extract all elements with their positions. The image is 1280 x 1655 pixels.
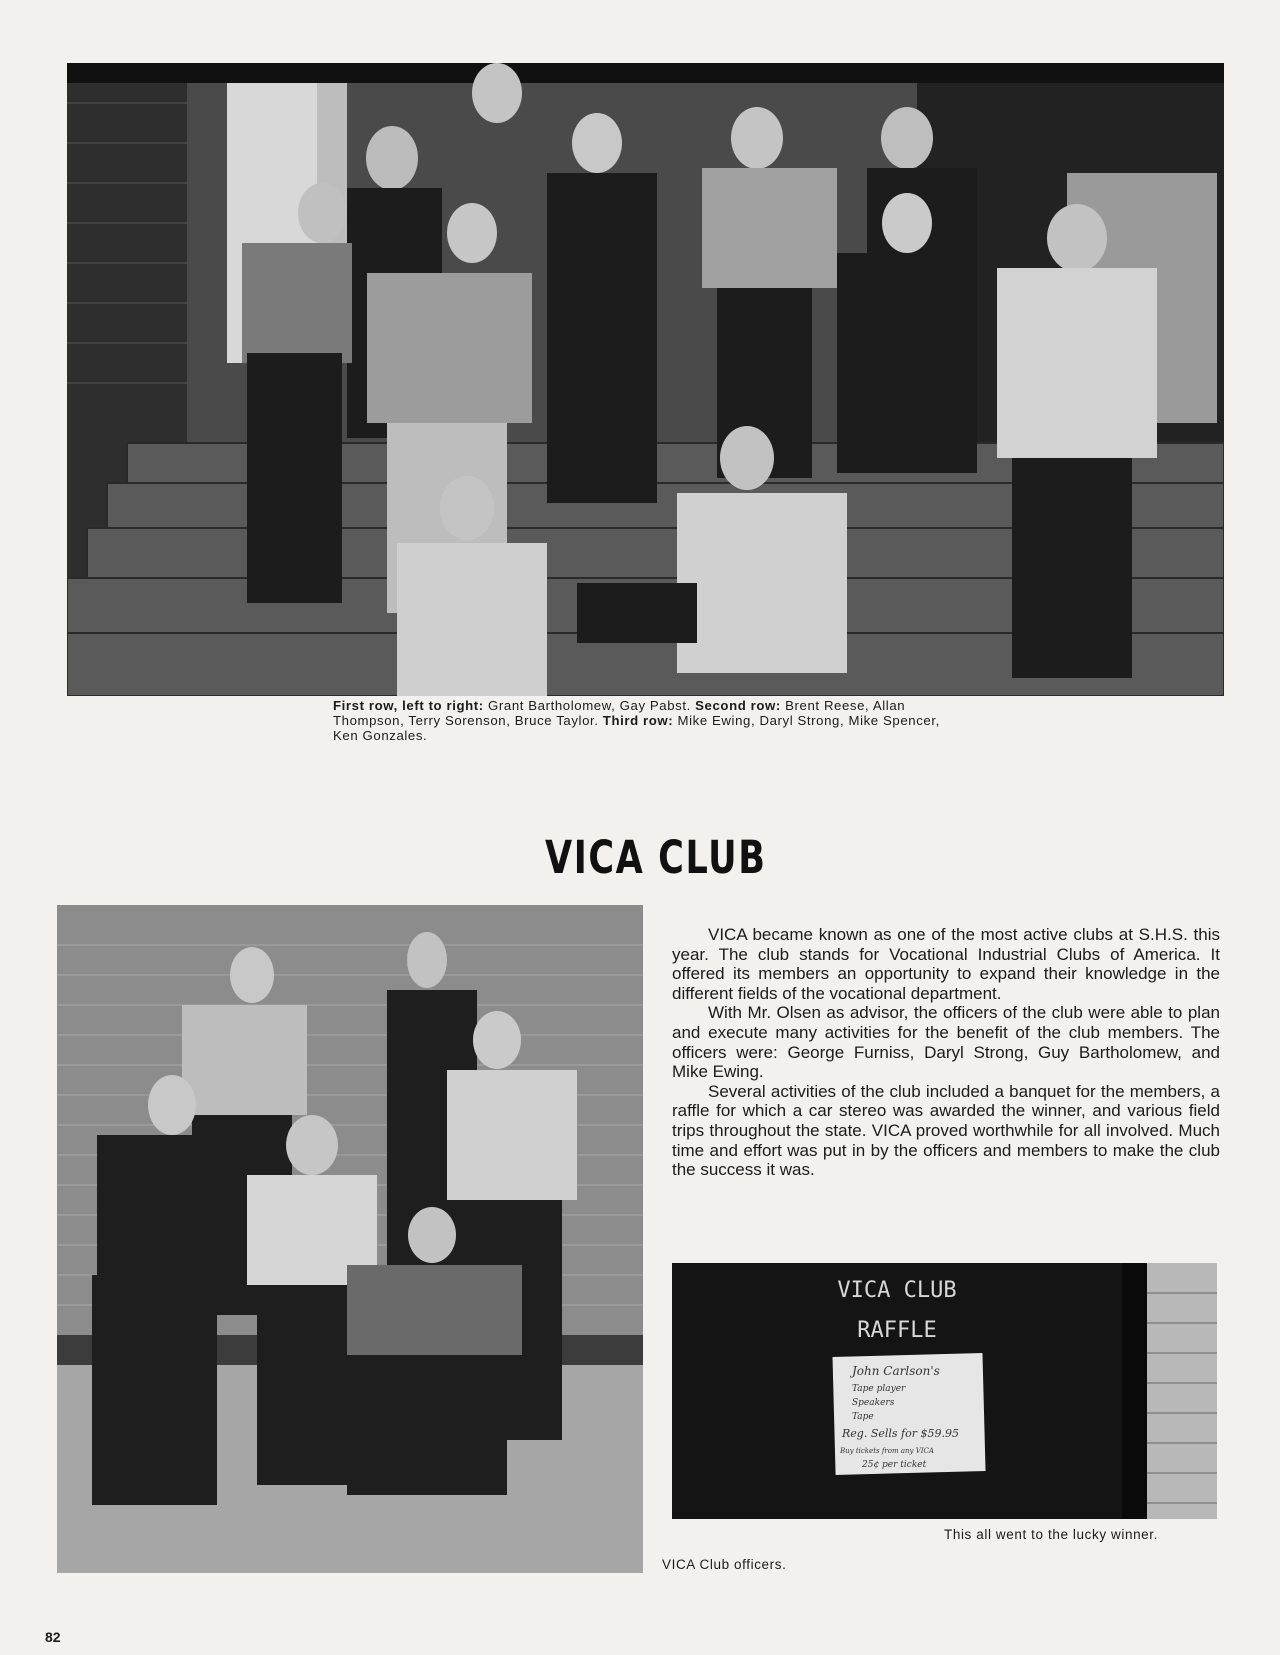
page-number: 82 <box>45 1629 61 1645</box>
row1-names: Grant Bartholomew, Gay Pabst. <box>483 698 696 713</box>
raffle-note-line4: Tape <box>852 1412 874 1422</box>
paragraph-1: VICA became known as one of the most active clubs at S.H.S. this year. The club stands for Vocational Industrial Clubs of America. It offered its members an opportunity to expand their knowledge in the different fields of the vocational department. <box>672 925 1220 1003</box>
raffle-note-line3: Speakers <box>852 1398 895 1408</box>
raffle-note-line7: 25¢ per ticket <box>862 1460 927 1470</box>
row3-names: Mike Ewing, Daryl Strong, Mike Spencer, Ken Gonzales. <box>333 713 940 743</box>
raffle-note-line6: Buy tickets from any VICA <box>840 1447 934 1455</box>
group-photo-stairs <box>67 63 1224 696</box>
row2-names: Brent Reese, Allan Thompson, Terry Sorenson, Bruce Taylor. <box>333 698 906 728</box>
row2-label: Second row: <box>695 698 781 713</box>
raffle-sign-line2: RAFFLE <box>857 1318 937 1343</box>
officers-photo-caption: VICA Club officers. <box>662 1557 787 1572</box>
paragraph-2: With Mr. Olsen as advisor, the officers of the club were able to plan and execute many activities for the benefit of the club members. The officers were: George Furniss, Daryl Strong, Guy Bartholomew, and Mike Ewing. <box>672 1003 1220 1082</box>
article-body <box>672 925 1220 1180</box>
raffle-note-line5: Reg. Sells for $59.95 <box>842 1427 959 1440</box>
group-photo-caption <box>333 698 953 743</box>
raffle-note-line1: John Carlson's <box>852 1364 940 1378</box>
row3-label: Third row: <box>602 713 674 728</box>
paragraph-3: Several activities of the club included a banquet for the members, a raffle for which a car stereo was awarded the winner, and various field trips throughout the state. VICA proved worthwhile for all involved. Much time and effort was put in by the officers and members to make the club the success it was. <box>672 1081 1220 1180</box>
raffle-sign-line1: VICA CLUB <box>837 1278 957 1303</box>
raffle-note-line2: Tape player <box>852 1384 906 1394</box>
row1-label: First row, left to right: <box>333 698 484 713</box>
raffle-photo-caption: This all went to the lucky winner. <box>944 1527 1158 1542</box>
officers-photo <box>57 905 643 1573</box>
raffle-photo <box>672 1263 1217 1519</box>
page-title: VICA CLUB <box>545 831 767 884</box>
